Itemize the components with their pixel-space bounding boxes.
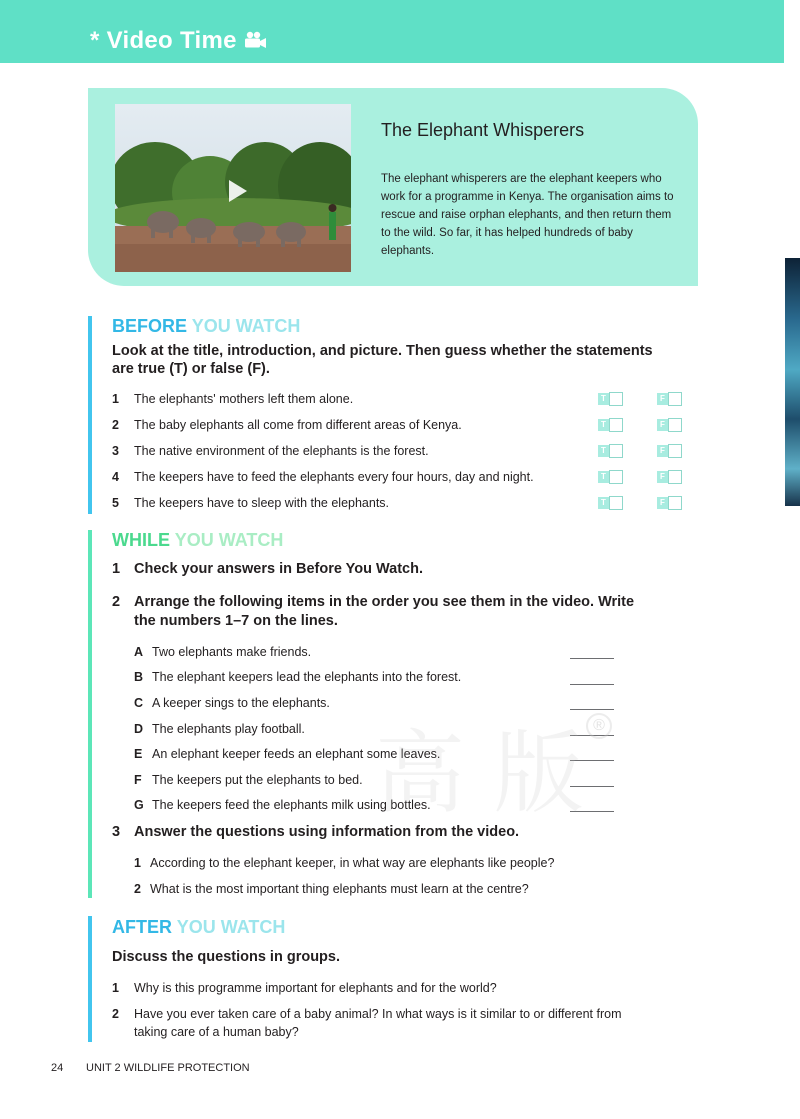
item-number: 3 [112, 444, 119, 458]
item-text: The elephants play football. [152, 722, 305, 736]
question-text: Check your answers in Before You Watch. [134, 561, 424, 577]
item-number: 1 [112, 392, 119, 406]
true-checkbox[interactable] [598, 496, 626, 510]
list-item [112, 392, 353, 406]
before-title-rest: YOU WATCH [191, 316, 301, 336]
list-item [112, 981, 497, 995]
true-checkbox[interactable] [598, 444, 626, 458]
item-letter: A [134, 645, 144, 659]
true-label: T [598, 471, 609, 483]
list-item [134, 882, 529, 896]
before-title-word: BEFORE [112, 316, 188, 336]
item-letter: B [134, 670, 144, 684]
item-text: An elephant keeper feeds an elephant some leaves. [152, 747, 441, 761]
video-camera-icon [243, 29, 267, 57]
before-section-title [112, 316, 300, 337]
after-title-rest: YOU WATCH [176, 917, 286, 937]
question-1 [112, 560, 423, 579]
false-checkbox[interactable] [657, 470, 685, 484]
false-checkbox[interactable] [657, 496, 685, 510]
answer-line[interactable] [570, 684, 614, 685]
list-item [112, 418, 462, 432]
true-checkbox[interactable] [598, 392, 626, 406]
section-title-text: * Video Time [90, 27, 237, 54]
item-number: 2 [134, 882, 141, 896]
item-text: Two elephants make friends. [152, 645, 312, 659]
page-number: 24 [51, 1062, 64, 1074]
list-item [112, 444, 429, 458]
item-text: The elephant keepers lead the elephants into the forest. [152, 670, 462, 684]
question-number: 3 [112, 824, 121, 840]
true-checkbox[interactable] [598, 470, 626, 484]
false-label: F [657, 393, 668, 405]
list-item [112, 470, 534, 484]
question-text: Arrange the following items in the order you see them in the video. Write [134, 594, 635, 610]
after-section-title [112, 917, 285, 938]
while-section-title [112, 530, 283, 551]
list-item-continued: taking care of a human baby? [134, 1025, 299, 1039]
after-instruction: Discuss the questions in groups. [112, 949, 341, 965]
question-2-continued: the numbers 1–7 on the lines. [134, 613, 338, 629]
play-icon[interactable] [221, 176, 251, 206]
before-section-bar [88, 316, 92, 514]
list-item [112, 1007, 622, 1021]
item-text: Have you ever taken care of a baby animal? In what ways is it similar to or different from [134, 1007, 622, 1021]
list-item [134, 670, 461, 684]
question-number: 2 [112, 594, 121, 610]
false-checkbox[interactable] [657, 418, 685, 432]
item-number: 5 [112, 496, 119, 510]
item-number: 4 [112, 470, 119, 484]
false-checkbox[interactable] [657, 444, 685, 458]
while-section-bar [88, 530, 92, 898]
section-title [90, 27, 267, 57]
item-text: What is the most important thing elephants must learn at the centre? [150, 882, 529, 896]
video-title: The Elephant Whisperers [381, 120, 585, 140]
item-text: The keepers feed the elephants milk using bottles. [152, 798, 431, 812]
item-letter: D [134, 722, 144, 736]
item-letter: F [134, 773, 142, 787]
while-title-rest: YOU WATCH [174, 530, 284, 550]
false-label: F [657, 445, 668, 457]
after-section-bar [88, 916, 92, 1042]
unit-label: UNIT 2 WILDLIFE PROTECTION [86, 1062, 250, 1074]
item-number: 1 [112, 981, 119, 995]
item-text: The keepers put the elephants to bed. [152, 773, 363, 787]
item-number: 2 [112, 1007, 119, 1021]
false-label: F [657, 497, 668, 509]
true-label: T [598, 445, 609, 457]
item-number: 1 [134, 856, 141, 870]
page-edge-strip [785, 258, 800, 506]
question-3 [112, 823, 519, 842]
question-2 [112, 593, 634, 612]
item-text: The keepers have to feed the elephants every four hours, day and night. [134, 470, 534, 484]
item-text: According to the elephant keeper, in what way are elephants like people? [150, 856, 555, 870]
question-number: 1 [112, 561, 121, 577]
item-text: A keeper sings to the elephants. [152, 696, 330, 710]
false-label: F [657, 471, 668, 483]
true-label: T [598, 497, 609, 509]
item-letter: G [134, 798, 144, 812]
answer-line[interactable] [570, 658, 614, 659]
true-label: T [598, 419, 609, 431]
true-checkbox[interactable] [598, 418, 626, 432]
true-label: T [598, 393, 609, 405]
item-text: Why is this programme important for elephants and for the world? [134, 981, 497, 995]
question-text: Answer the questions using information from the video. [134, 824, 520, 840]
item-text: The baby elephants all come from different areas of Kenya. [134, 418, 462, 432]
item-text: The elephants' mothers left them alone. [134, 392, 354, 406]
list-item [134, 645, 311, 659]
list-item [134, 773, 363, 787]
false-checkbox[interactable] [657, 392, 685, 406]
item-text: The native environment of the elephants is the forest. [134, 444, 429, 458]
list-item [134, 856, 554, 870]
page-edge [784, 0, 800, 1119]
item-letter: C [134, 696, 144, 710]
list-item [112, 496, 389, 510]
false-label: F [657, 419, 668, 431]
list-item [134, 722, 305, 736]
video-introduction: The elephant whisperers are the elephant keepers who work for a programme in Kenya. The organisation aims to rescue and raise orphan elephants, and then return them to the wild. So far, it has helped hundreds of baby elephants. [381, 173, 674, 257]
item-number: 2 [112, 418, 119, 432]
while-title-word: WHILE [112, 530, 170, 550]
item-letter: E [134, 747, 143, 761]
item-text: The keepers have to sleep with the elephants. [134, 496, 390, 510]
registered-mark: ® [586, 713, 612, 739]
watermark: ⾼ 版 [375, 721, 584, 826]
after-title-word: AFTER [112, 917, 172, 937]
before-instruction: Look at the title, introduction, and picture. Then guess whether the statements are true (T) or false (F). [112, 343, 653, 377]
list-item [134, 696, 330, 710]
